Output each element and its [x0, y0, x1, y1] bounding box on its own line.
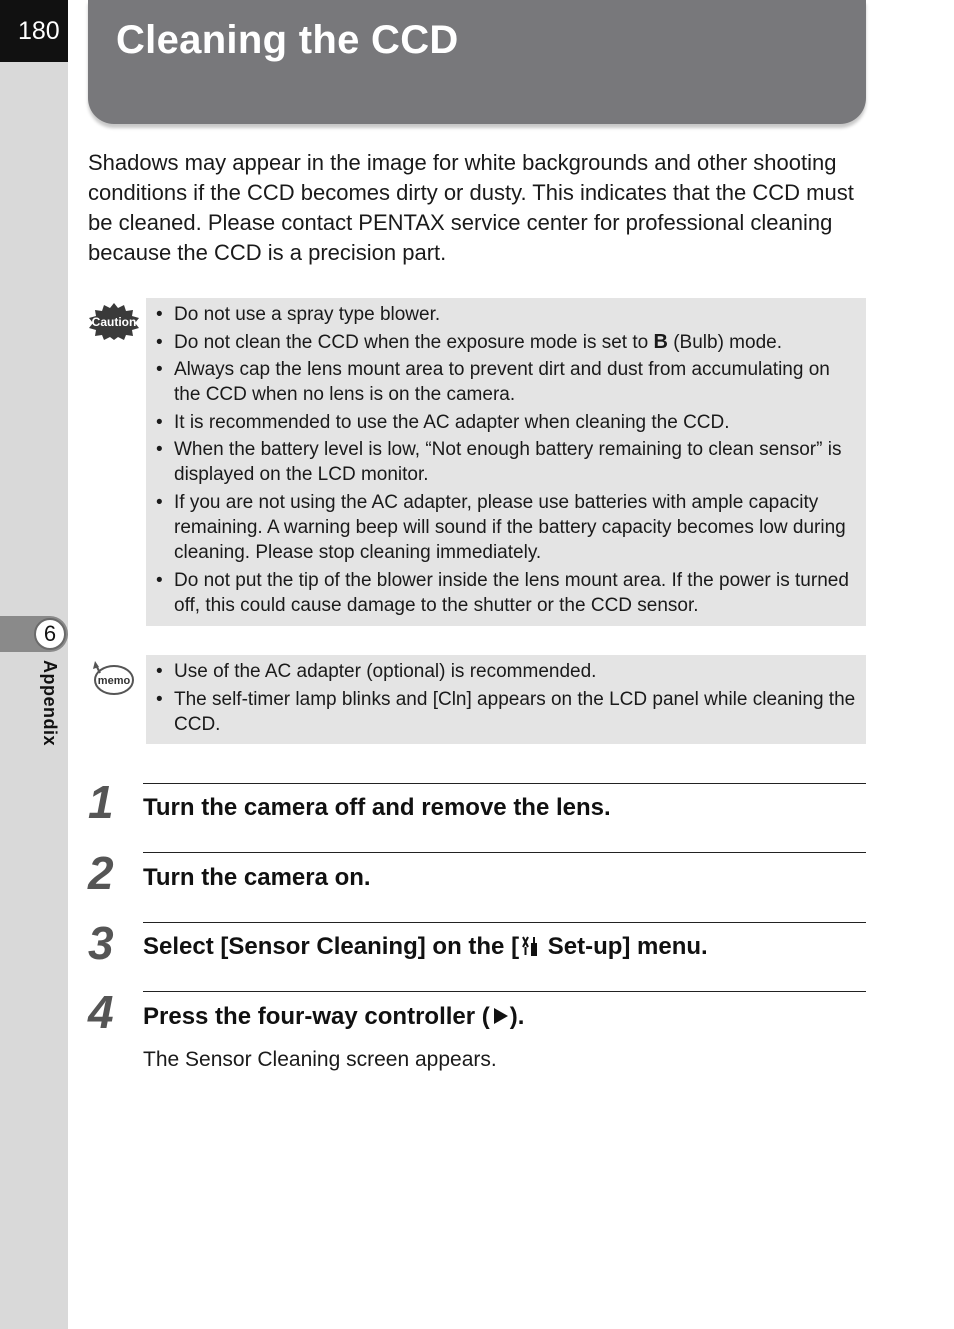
caution-item: • Do not clean the CCD when the exposure mode is set to B (Bulb) mode. [156, 330, 782, 353]
caution-item: • When the battery level is low, “Not enough battery remaining to clean sensor” is displayed on the LCD monitor. [156, 439, 842, 486]
step-text: Turn the camera off and remove the lens. [143, 794, 611, 821]
chapter-number: 6 [34, 618, 66, 650]
step-text: Turn the camera on. [143, 864, 371, 891]
caution-box [146, 298, 866, 626]
intro-paragraph: Shadows may appear in the image for white backgrounds and other shooting conditions if the CCD becomes dirty or dusty. This indicates that the CCD must be cleaned. Please contact PENTAX service center for professional cleaning because the CCD is a precision part. [88, 150, 854, 265]
step-divider [143, 783, 866, 784]
step-4-description: The Sensor Cleaning screen appears. [143, 1048, 497, 1071]
chapter-label: Appendix [40, 660, 60, 747]
caution-item: • It is recommended to use the AC adapter when cleaning the CCD. [156, 411, 730, 433]
caution-icon [88, 302, 140, 340]
memo-item: • Use of the AC adapter (optional) is recommended. [156, 661, 597, 682]
memo-item: • The self-timer lamp blinks and [Cln] appears on the LCD panel while cleaning the CCD. [156, 688, 856, 735]
step-number: 4 [88, 986, 114, 1038]
caution-item-text: Do not use a spray type blower. [174, 304, 441, 325]
caution-item-text: Do not clean the CCD when the exposure mode is set to [174, 331, 654, 353]
step-text-part: Press the four-way controller ( [143, 1003, 490, 1030]
caution-item-text: Always cap the lens mount area to prevent dirt and dust from accumulating on the CCD when no lens is on the camera. [174, 359, 830, 406]
caution-item-text: It is recommended to use the AC adapter when cleaning the CCD. [174, 411, 730, 433]
caution-item: • If you are not using the AC adapter, please use batteries with ample capacity remaining. A warning beep will sound if the battery capacity becomes low during cleaning. Please stop cleaning immediately. [156, 491, 846, 563]
step-number: 2 [88, 847, 114, 899]
page-title: Cleaning the CCD [116, 18, 459, 62]
caution-item-text: When the battery level is low, “Not enough battery remaining to clean sensor” is displayed on the LCD monitor. [174, 439, 842, 486]
step-text [143, 1003, 524, 1031]
setup-menu-icon [519, 935, 541, 957]
step-text-part: ). [509, 1003, 525, 1030]
caution-item-text: If you are not using the AC adapter, please use batteries with ample capacity remaining. A warning beep will sound if the battery capacity becomes low during cleaning. Please stop cleaning immediately. [174, 491, 846, 563]
step-divider [143, 991, 866, 992]
memo-item-text: Use of the AC adapter (optional) is recommended. [174, 661, 597, 682]
memo-item-text: The self-timer lamp blinks and [Cln] appears on the LCD panel while cleaning the CCD. [174, 688, 856, 735]
step-text-part: Set-up] menu. [541, 933, 708, 960]
caution-icon-label: Caution [91, 315, 137, 329]
step-text [143, 933, 708, 961]
memo-box [146, 655, 866, 744]
step-divider [143, 922, 866, 923]
step-number: 1 [88, 776, 114, 828]
page-number: 180 [0, 0, 68, 62]
right-arrow-icon [490, 1006, 510, 1026]
bulb-mode-icon: B [653, 330, 668, 353]
step-divider [143, 852, 866, 853]
caution-item-text: (Bulb) mode. [667, 331, 782, 353]
caution-item: • Always cap the lens mount area to prevent dirt and dust from accumulating on the CCD when no lens is on the camera. [156, 359, 830, 406]
caution-item: • Do not put the tip of the blower inside the lens mount area. If the power is turned off, this could cause damage to the shutter or the CCD sensor. [156, 569, 849, 616]
step-number: 3 [88, 917, 114, 969]
memo-icon-label: memo [97, 675, 131, 687]
memo-icon [89, 659, 135, 697]
step-text-part: Select [Sensor Cleaning] on the [ [143, 933, 520, 960]
caution-item: • Do not use a spray type blower. [156, 304, 441, 325]
caution-item-text: Do not put the tip of the blower inside the lens mount area. If the power is turned off, this could cause damage to the shutter or the CCD sensor. [174, 569, 849, 616]
